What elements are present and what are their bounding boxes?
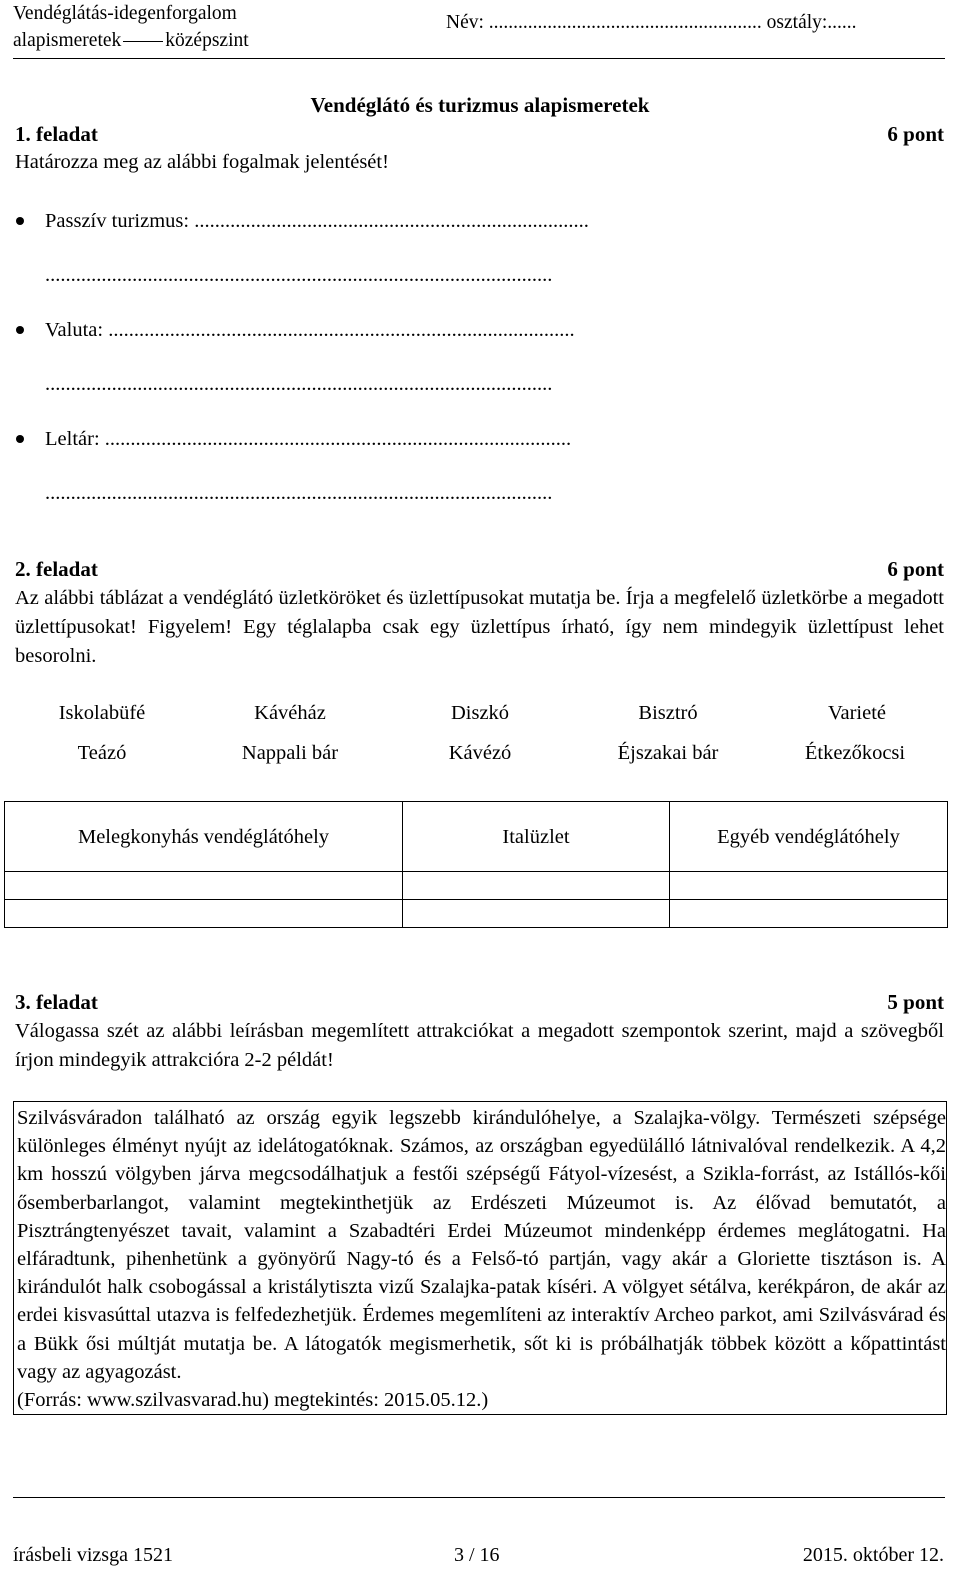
footer-date: 2015. október 12.: [802, 1544, 944, 1566]
task3-source: (Forrás: www.szilvasvarad.hu) megtekintés: 2015.05.12.): [17, 1389, 489, 1412]
business-type: Teázó: [77, 742, 127, 764]
task1-title: 1. feladat: [15, 122, 98, 146]
answer-line[interactable]: ...................................................................................................: [45, 482, 553, 504]
task1-points: 6 pont: [887, 122, 944, 146]
answer-line[interactable]: .............................................................................: [194, 210, 589, 232]
task2-title: 2. feladat: [15, 557, 98, 581]
term-label: Valuta:: [45, 319, 109, 341]
task3-text: Szilvásváradon található az ország egyik legszebb kirándulóhelye, a Szalajka-völgy. Természeti szépsége különleges élményt nyújt az idelátogatóknak. Számos, az országban egyedülálló látnivalóval rendelkezik. A 4,2 km hosszú völgyben járva megcsodálhatjuk a festői szépségű Fátyol-vízesést, a Szikla-forrást, az Istállós-kői ősemberbarlangot, valamint megtekinthetjük az Erdészeti Múzeumot is. Az élővad bemutatót, a Pisztrángtenyészet tavait, valamint a Szabadtéri Erdei Múzeumot mindenképp érdemes meglátogatni. Ha elfáradtunk, pihenhetünk a gyönyörű Nagy-tó és a Felső-tó partján, vagy akár a Gloriette tisztáson is. A kirándulót halk csobogással a kristálytiszta vizű Szalajka-patak kíséri. A völgyet sétálva, kerékpáron, de akár az erdei kisvasúttal utazva is felfedezhetjük. Érdemes megemlíteni az interaktív Archeo parkot, ami Szilvásvárad és a Bükk ősi múltját mutatja be. A látogatók megismerhetik, sőt ki is próbálhatják többek között a kőpattintást vagy az agyagozást.: [17, 1107, 946, 1383]
answer-line[interactable]: ...................................................................................................: [45, 264, 553, 286]
task3-heading: [15, 988, 944, 1016]
header-level-value: középszint: [165, 30, 249, 51]
bullet-icon: [16, 217, 24, 225]
header-subject: [13, 0, 249, 54]
business-type: Étkezőkocsi: [804, 742, 906, 764]
term-label: Passzív turizmus:: [45, 210, 195, 232]
table-header-cell: Egyéb vendéglátóhely: [669, 802, 947, 872]
footer-divider: [13, 1497, 945, 1498]
task3-title: 3. feladat: [15, 990, 98, 1014]
header-level-label: alapismeretek: [13, 30, 122, 51]
business-type: Bisztró: [638, 702, 698, 724]
business-type: Varieté: [827, 702, 887, 724]
classification-table: [4, 801, 948, 928]
task1-heading: [15, 120, 944, 148]
section-title: Vendéglátó és turizmus alapismeretek: [310, 93, 650, 117]
task1-item-passive-tourism: [45, 207, 589, 235]
table-header-cell: Melegkonyhás vendéglátóhely: [5, 802, 403, 872]
business-type: Kávézó: [448, 742, 512, 764]
answer-cell[interactable]: [403, 900, 670, 928]
task1-instruction: Határozza meg az alábbi fogalmak jelentését!: [15, 151, 389, 173]
footer-page-number: 3 / 16: [454, 1544, 500, 1566]
bullet-icon: [16, 326, 24, 334]
answer-cell[interactable]: [669, 872, 947, 900]
business-type: Iskolabüfé: [58, 702, 146, 724]
task3-points: 5 pont: [887, 990, 944, 1014]
task2-heading: [15, 555, 944, 583]
business-type: Éjszakai bár: [617, 742, 719, 764]
header-name-field: Név: ........................................................ osztály:......: [446, 12, 857, 33]
header-subject-line1: Vendéglátás-idegenforgalom: [13, 3, 237, 24]
answer-line[interactable]: ...................................................................................................: [45, 373, 553, 395]
table-header-row: [5, 802, 948, 872]
answer-cell[interactable]: [669, 900, 947, 928]
answer-cell[interactable]: [403, 872, 670, 900]
table-header-cell: Italüzlet: [403, 802, 670, 872]
table-row: [5, 900, 948, 928]
task3-text-box: [13, 1101, 947, 1415]
header-subject-line2: [13, 27, 249, 54]
answer-line[interactable]: ...........................................................................................: [108, 319, 575, 341]
business-type: Nappali bár: [241, 742, 339, 764]
task1-item-currency: [45, 316, 575, 344]
business-type: Kávéház: [254, 702, 326, 724]
header-divider: [13, 58, 945, 59]
header-dash: [123, 41, 163, 42]
answer-cell[interactable]: [5, 872, 403, 900]
footer-exam: írásbeli vizsga 1521: [13, 1544, 173, 1566]
task3-instruction: Válogassa szét az alábbi leírásban megemlített attrakciókat a megadott szempontok szerint, majd a szövegből írjon mindegyik attrakcióra 2-2 példát!: [15, 1020, 944, 1071]
bullet-icon: [16, 435, 24, 443]
task2-instruction: Az alábbi táblázat a vendéglátó üzletköröket és üzlettípusokat mutatja be. Írja a megfelelő üzletkörbe a megadott üzlettípusokat! Figyelem! Egy téglalapba csak egy üzlettípus írható, így nem mindegyik üzlettípust lehet besorolni.: [15, 587, 944, 667]
task1-item-inventory: [45, 425, 571, 453]
answer-cell[interactable]: [5, 900, 403, 928]
task2-points: 6 pont: [887, 557, 944, 581]
table-row: [5, 872, 948, 900]
answer-line[interactable]: ...........................................................................................: [104, 428, 572, 450]
business-type: Diszkó: [450, 702, 510, 724]
term-label: Leltár:: [45, 428, 105, 450]
